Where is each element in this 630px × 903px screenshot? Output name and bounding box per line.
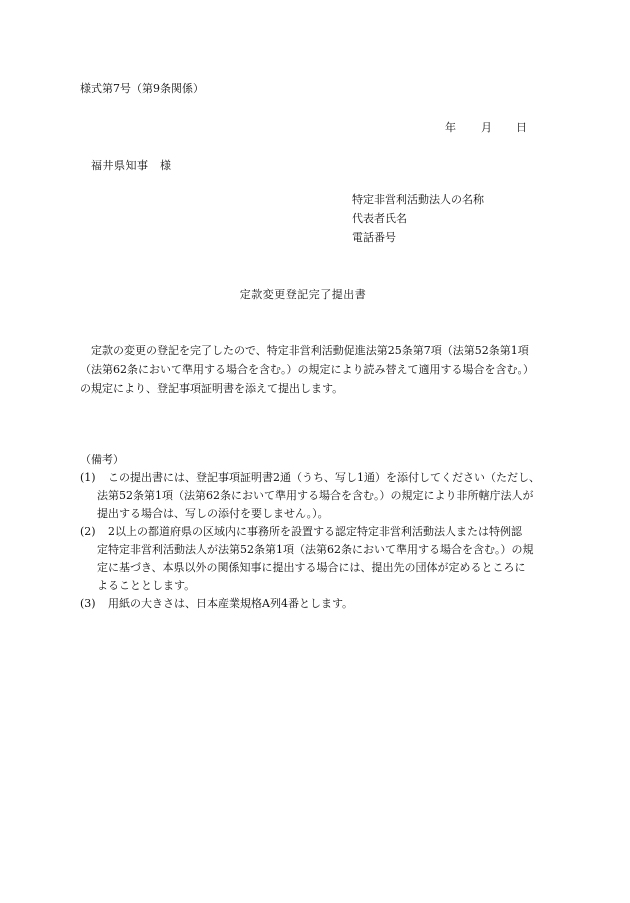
note-item bbox=[80, 469, 560, 523]
body-line: （法第62条において準用する場合を含む。）の規定により読み替えて適用する場合を含む。） bbox=[80, 363, 534, 376]
note-number: (2) bbox=[80, 525, 96, 538]
date-month-label: 月 bbox=[481, 121, 492, 134]
note-line: よることとします。 bbox=[97, 579, 196, 592]
phone-number-label: 電話番号 bbox=[352, 231, 396, 244]
note-line: 定に基づき、本県以外の関係知事に提出する場合には、提出先の団体が定めるところに bbox=[97, 561, 526, 574]
note-line: 用紙の大きさは、日本産業規格A列4番とします。 bbox=[108, 597, 354, 610]
note-line: 定特定非営利活動法人が法第52条第1項（法第62条において準用する場合を含む。）の規 bbox=[97, 543, 534, 556]
notes-heading: （備考） bbox=[80, 453, 124, 466]
notes-section bbox=[80, 451, 560, 613]
note-item bbox=[80, 595, 560, 613]
body-line: 定款の変更の登記を完了したので、特定非営利活動促進法第25条第7項（法第52条第1項 bbox=[91, 344, 529, 357]
note-number: (1) bbox=[80, 471, 96, 484]
note-line: 法第52条第1項（法第62条において準用する場合を含む。）の規定により非所轄庁法人が bbox=[97, 489, 534, 502]
note-line: 提出する場合は、写しの添付を要しません。）。 bbox=[97, 507, 329, 520]
document-title: 定款変更登記完了提出書 bbox=[239, 288, 367, 301]
form-number: 様式第7号（第9条関係） bbox=[80, 82, 204, 95]
date-year-label: 年 bbox=[445, 121, 456, 134]
note-line: 2以上の都道府県の区域内に事務所を設置する認定特定非営利活動法人または特例認 bbox=[108, 525, 522, 538]
applicant-block bbox=[352, 193, 484, 250]
note-line: この提出書には、登記事項証明書2通（うち、写し1通）を添付してください（ただし、 bbox=[108, 471, 540, 484]
addressee: 福井県知事 様 bbox=[91, 159, 172, 172]
note-number: (3) bbox=[80, 597, 96, 610]
document-title-wrap bbox=[0, 288, 630, 302]
note-item bbox=[80, 523, 560, 595]
body-line: の規定により、登記事項証明書を添えて提出します。 bbox=[80, 382, 344, 395]
date-day-label: 日 bbox=[516, 121, 527, 134]
body-paragraph bbox=[80, 341, 558, 398]
representative-name-label: 代表者氏名 bbox=[352, 212, 407, 225]
organization-name-label: 特定非営利活動法人の名称 bbox=[352, 193, 484, 206]
